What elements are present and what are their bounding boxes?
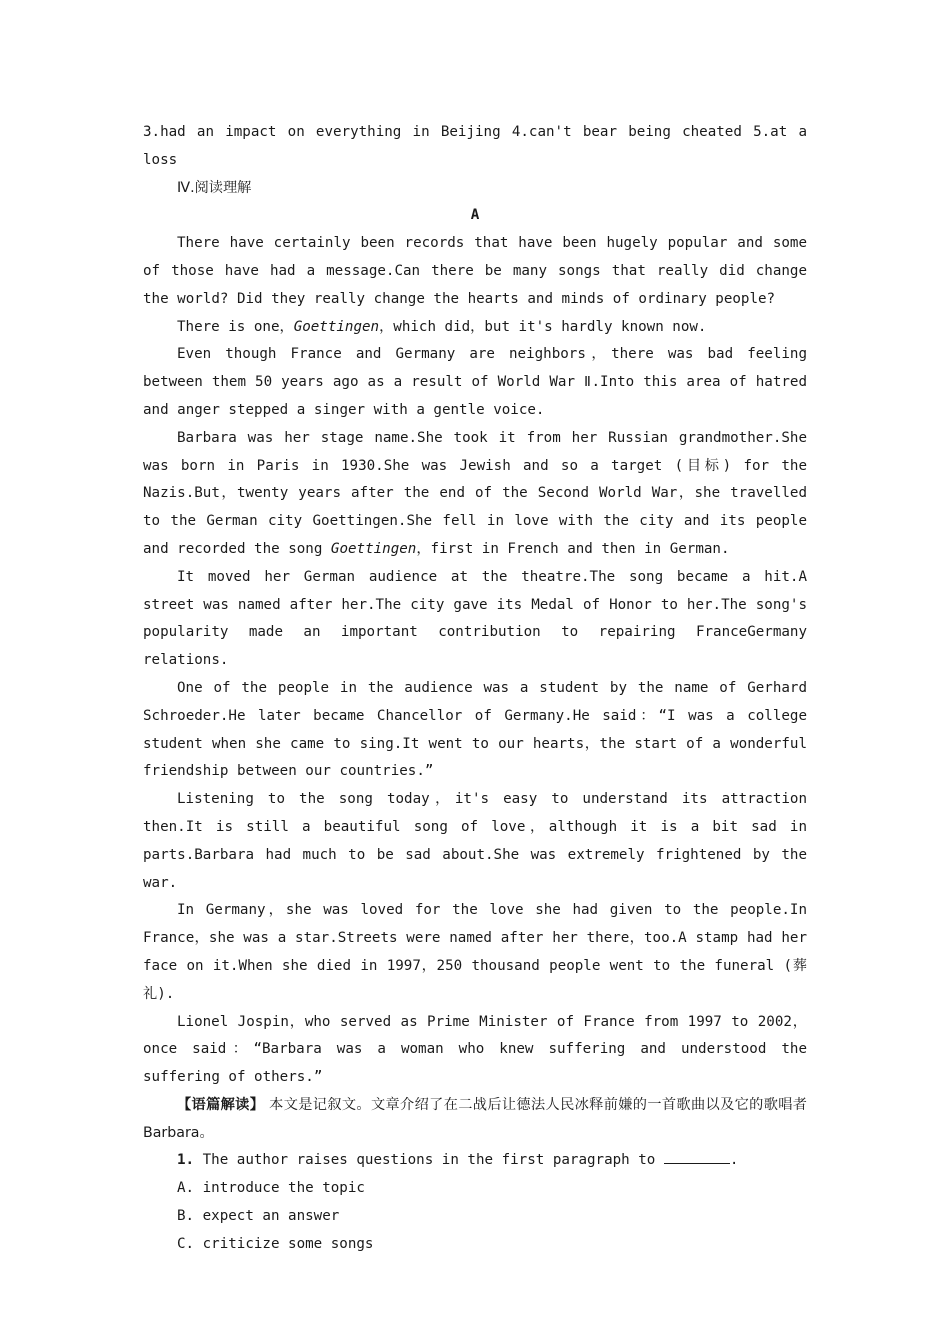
question-number: 1.: [177, 1152, 195, 1169]
paragraph-2-end: ，which did，but it's hardly known now.: [379, 318, 707, 335]
answer-blank: [664, 1151, 730, 1164]
paragraph-8: In Germany，she was loved for the love she had given to the people.In France，she was a star.Streets were named after her there，too.A stamp had her face on it.When she died in 1997，250 thousand people went to the funeral (葬礼).: [143, 902, 807, 1002]
paragraph-4: [143, 425, 807, 564]
option-b: B. expect an answer: [177, 1208, 340, 1225]
option-a: A. introduce the topic: [177, 1180, 365, 1197]
paragraph-4-end: ，first in French and then in German.: [416, 540, 730, 557]
question-stem: The author raises questions in the first paragraph to: [194, 1152, 664, 1169]
analysis-text: 本文是记叙文。文章介绍了在二战后让德法人民冰释前嫌的一首歌曲以及它的歌唱者Barbara。: [143, 1096, 807, 1141]
paragraph-6: One of the people in the audience was a student by the name of Gerhard Schroeder.He later became Chancellor of Germany.He said：“I was a college student when she came to sing.It went to our hearts，the start of a wonderful friendship between our countries.”: [143, 679, 807, 780]
passage-label: A: [470, 207, 480, 224]
paragraph-5: It moved her German audience at the theatre.The song became a hit.A street was named after her.The city gave its Medal of Honor to her.The song's popularity made an important contribution to repairing FranceGermany relations.: [143, 568, 807, 669]
passage-analysis: [143, 1092, 807, 1148]
option-c: C. criticize some songs: [177, 1235, 374, 1252]
document-page: [143, 119, 807, 1259]
analysis-label: 【语篇解读】: [177, 1096, 265, 1113]
song-title: Goettingen: [330, 540, 417, 557]
paragraph-1: There have certainly been records that have been hugely popular and some of those have had a message.Can there be many songs that really did change the world? Did they really change the hearts and minds of ordinary people?: [143, 235, 807, 307]
paragraph-2: [143, 314, 807, 342]
paragraph-3: Even though France and Germany are neighbors，there was bad feeling between them 50 years ago as a result of World War Ⅱ.Into this area of hatred and anger stepped a singer with a gentle voice.: [143, 346, 807, 418]
answers-line: 3.had an impact on everything in Beijing 4.can't bear being cheated 5.at a loss: [143, 124, 807, 168]
question-1: [143, 1147, 807, 1175]
paragraph-4-start: Barbara was her stage name.She took it from her Russian grandmother.She was born in Paris in 1930.She was Jewish and so a target (目标) for the Nazis.But，twenty years after the end of the Second World War，she travelled to the German city Goettingen.She fell in love with the city and its people and recorded the song: [143, 429, 807, 557]
paragraph-7: Listening to the song today，it's easy to understand its attraction then.It is still a beautiful song of love，although it is a bit sad in parts.Barbara had much to be sad about.She was extremely frightened by the war.: [143, 791, 807, 891]
paragraph-2-start: There is one，: [177, 318, 294, 335]
paragraph-9: Lionel Jospin，who served as Prime Minister of France from 1997 to 2002，once said：“Barbara was a woman who knew suffering and understood the suffering of others.”: [143, 1013, 807, 1086]
question-end: .: [729, 1152, 739, 1169]
section-heading: Ⅳ.阅读理解: [177, 179, 252, 196]
song-title: Goettingen: [293, 318, 380, 335]
